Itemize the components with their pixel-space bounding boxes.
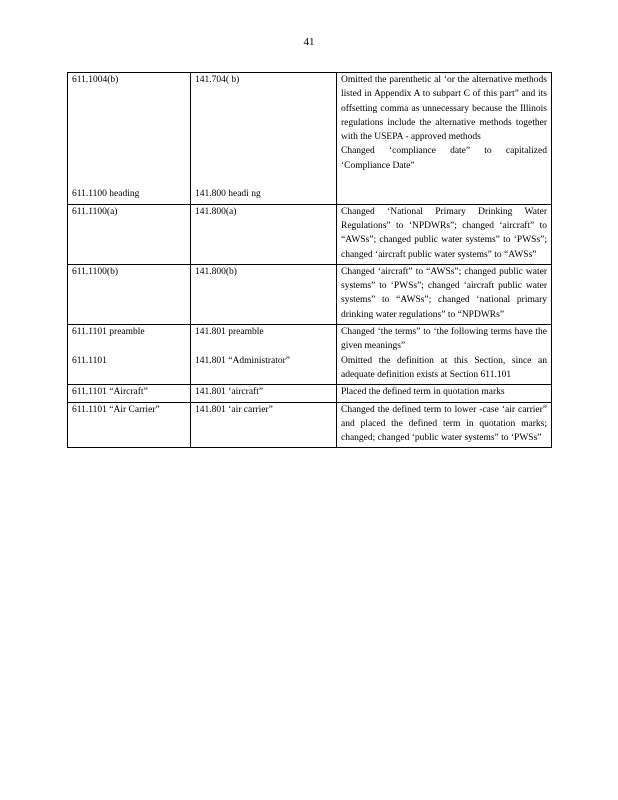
table-row bbox=[68, 73, 552, 205]
section-cell bbox=[68, 402, 191, 448]
table-row bbox=[68, 204, 552, 264]
table-row bbox=[68, 402, 552, 448]
federal-cell bbox=[191, 385, 337, 402]
federal-reference: 141.704( b) bbox=[195, 75, 240, 85]
description-text: Changed ‘compliance date” to capitalized ‘Compliance Date” bbox=[341, 146, 547, 171]
description-cell bbox=[337, 204, 552, 264]
federal-reference: 141.801 ‘aircraft” bbox=[195, 387, 264, 398]
description-text: Changed ‘the terms” to ‘the following terms have the given meanings” bbox=[341, 327, 547, 352]
federal-reference: 141.801 “Administrator” bbox=[195, 355, 290, 366]
comparison-table bbox=[67, 72, 552, 448]
table-row bbox=[68, 264, 552, 324]
federal-reference: 141.801 preamble bbox=[195, 327, 264, 338]
section-cell bbox=[68, 385, 191, 402]
description-text: Placed the defined term in quotation marks bbox=[341, 387, 505, 398]
section-cell bbox=[68, 204, 191, 264]
federal-reference: 141.800 headi ng bbox=[195, 189, 261, 200]
federal-cell bbox=[191, 402, 337, 448]
federal-cell bbox=[191, 325, 337, 385]
description-text: Changed ‘aircraft” to “AWSs”; changed public water systems” to ‘PWSs”; changed ‘aircraft public water systems” to “AWSs”; changed ‘national primary drinking water regulations” to “NPDWRs” bbox=[341, 266, 547, 320]
section-reference: 611.1100(b) bbox=[72, 266, 118, 277]
description-cell bbox=[337, 73, 552, 205]
section-reference: 611.1101 “Air Carrier” bbox=[72, 404, 160, 415]
federal-reference: 141.800(b) bbox=[195, 266, 237, 277]
federal-reference: 141.801 ‘air carrier” bbox=[195, 404, 273, 415]
federal-cell bbox=[191, 264, 337, 324]
description-text: Changed ‘National Primary Drinking Water Regulations” to ‘NPDWRs”; changed ‘aircraft” to “AWSs”; changed public water systems” to ‘PWSs”; changed ‘aircraft public water systems” to “AWSs” bbox=[341, 206, 547, 260]
federal-cell bbox=[191, 73, 337, 205]
section-reference: 611.1004(b) bbox=[72, 75, 119, 85]
section-cell bbox=[68, 325, 191, 385]
description-cell bbox=[337, 402, 552, 448]
section-cell bbox=[68, 264, 191, 324]
federal-cell bbox=[191, 204, 337, 264]
federal-reference: 141.800(a) bbox=[195, 206, 237, 217]
description-cell bbox=[337, 325, 552, 385]
description-text: Omitted the definition at this Section, since an adequate definition exists at Section 611.101 bbox=[341, 355, 547, 380]
page-number: 41 bbox=[303, 36, 315, 48]
section-reference: 611.1100 heading bbox=[72, 189, 140, 200]
section-reference: 611.1101 bbox=[72, 355, 107, 366]
description-text: Omitted the parenthetic al ‘or the alternative methods listed in Appendix A to subpart C of this part” and its offsetting comma as unnecessary because the Illinois regulations include the alternative methods together with the USEPA - approved methods bbox=[341, 75, 547, 143]
table-row bbox=[68, 325, 552, 385]
description-cell bbox=[337, 385, 552, 402]
section-reference: 611.1101 preamble bbox=[72, 327, 145, 338]
section-reference: 611.1101 “Aircraft” bbox=[72, 387, 148, 398]
description-cell bbox=[337, 264, 552, 324]
section-cell bbox=[68, 73, 191, 205]
description-text: Changed the defined term to lower -case ‘air carrier” and placed the defined term in quotation marks; changed; changed ‘public water systems” to ‘PWSs” bbox=[341, 404, 547, 444]
table-row bbox=[68, 385, 552, 402]
section-reference: 611.1100(a) bbox=[72, 206, 118, 217]
